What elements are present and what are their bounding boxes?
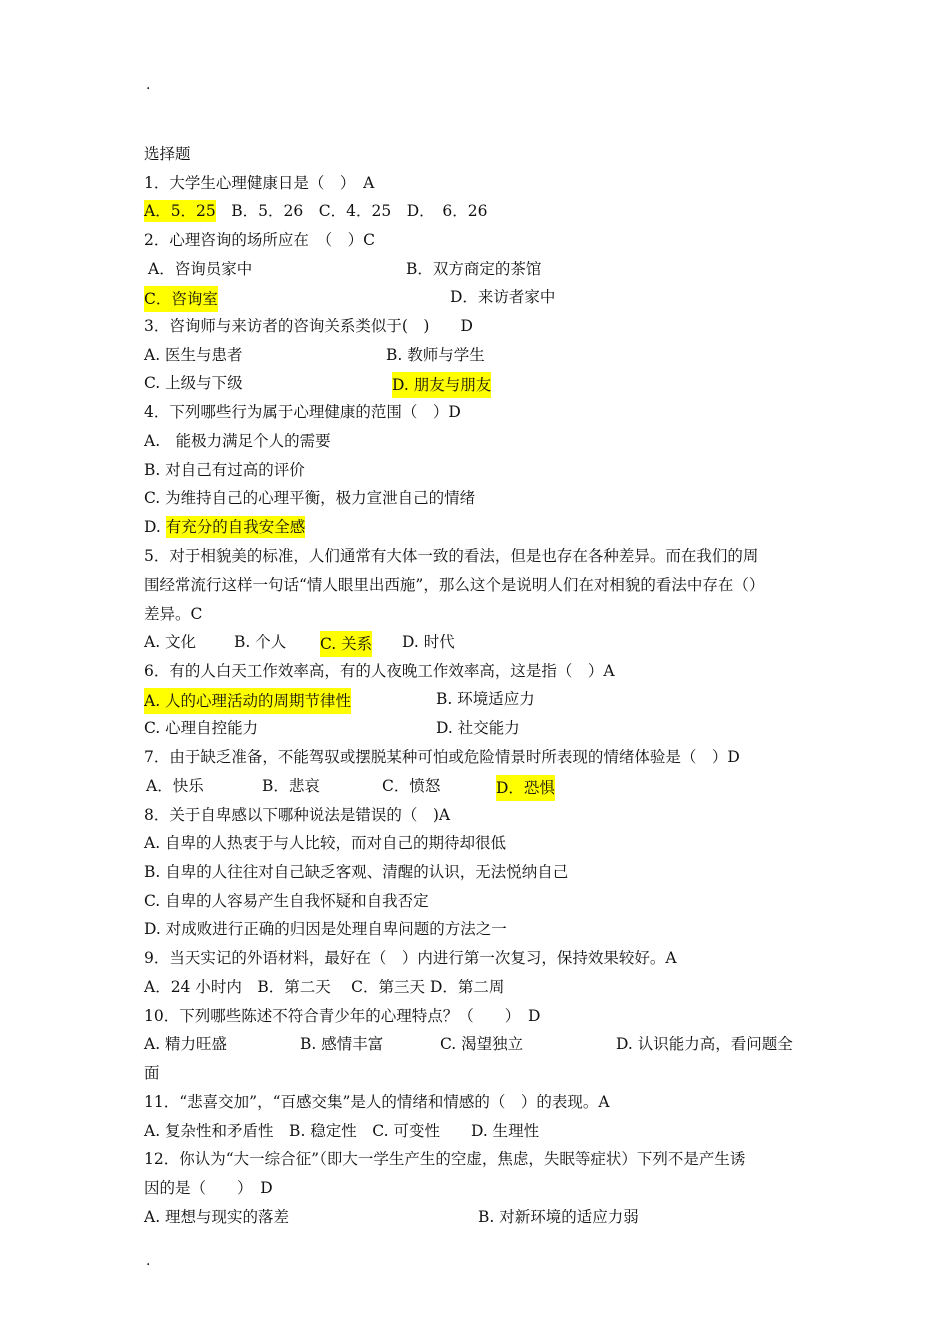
option-a: A. 医生与患者 [144,346,243,364]
question-6-stem: 6．有的人白天工作效率高，有的人夜晚工作效率高，这是指（ ）A [144,662,615,680]
option-c: C．愤怒 [382,777,441,795]
question-8-option-a: A. 自卑的人热衷于与人比较，而对自己的期待却很低 [144,834,507,852]
question-1-stem: 1．大学生心理健康日是（ ） A [144,174,375,192]
question-9-stem: 9．当天实记的外语材料，最好在（ ）内进行第一次复习，保持效果较好。A [144,949,677,967]
question-4-option-c: C. 为维持自己的心理平衡，极力宣泄自己的情绪 [144,489,476,507]
question-2-stem: 2．心理咨询的场所应在 （ ）C [144,231,375,249]
option-c: C. 渴望独立 [440,1035,524,1053]
question-9-options: A．24 小时内 B．第二天 C．第三天 D．第二周 [144,978,505,996]
question-11-options: A. 复杂性和矛盾性 B. 稳定性 C. 可变性 D. 生理性 [144,1122,540,1140]
option-b: B. 环境适应力 [436,690,535,708]
question-1-options [144,200,487,224]
question-4-option-a: A. 能极力满足个人的需要 [144,432,331,450]
option-d: D. 认识能力高，看问题全 [616,1035,793,1053]
option-b: B. 个人 [234,633,287,651]
question-10-options [144,1033,844,1057]
question-5-stem-line-1: 5．对于相貌美的标准，人们通常有大体一致的看法，但是也存在各种差异。而在我们的周 [144,547,759,565]
question-1-other-options: B．5．26 C．4．25 D． 6．26 [215,202,488,220]
question-11-stem: 11．“悲喜交加”，“百感交集”是人的情绪和情感的（ ）的表现。A [144,1093,610,1111]
option-d-prefix: D. [144,518,161,536]
option-b: B. 对新环境的适应力弱 [478,1208,639,1226]
option-c: C. 心理自控能力 [144,719,259,737]
option-c: C. 上级与下级 [144,374,243,392]
question-10-option-d-continued: 面 [144,1064,160,1082]
question-3-options-row-1 [144,344,844,368]
question-4-stem: 4．下列哪些行为属于心理健康的范围（ ）D [144,403,461,421]
question-12-stem-line-1: 12．你认为“大一综合征”（即大一学生产生的空虚，焦虑，失眠等症状）下列不是产生诱 [144,1150,746,1168]
option-b: B．悲哀 [262,777,320,795]
question-4-option-b: B. 对自己有过高的评价 [144,461,305,479]
section-title: 选择题 [144,145,191,163]
option-a-answer-highlight: A. 人的心理活动的周期节律性 [144,688,351,714]
option-d-answer-highlight: D．恐惧 [496,775,555,801]
question-8-option-c: C. 自卑的人容易产生自我怀疑和自我否定 [144,892,429,910]
option-c-answer-highlight: C. 关系 [320,631,372,657]
option-d: D．来访者家中 [450,288,556,306]
question-2-options-row-2 [144,286,844,310]
question-12-options [144,1206,844,1230]
question-6-options-row-2 [144,717,844,741]
question-2-options-row-1 [144,258,844,282]
option-a: A．快乐 [146,777,204,795]
question-8-stem: 8．关于自卑感以下哪种说法是错误的（ )A [144,806,451,824]
option-a: A. 理想与现实的落差 [144,1208,290,1226]
question-7-options [144,775,844,799]
option-b: B. 教师与学生 [386,346,485,364]
header-mark: . [146,77,151,93]
question-6-options-row-1 [144,688,844,712]
option-d-answer-highlight: D. 朋友与朋友 [392,372,491,398]
option-c-answer-highlight: C．咨询室 [144,286,218,312]
question-3-options-row-2 [144,372,844,396]
question-4-option-d [144,516,305,540]
question-3-stem: 3．咨询师与来访者的咨询关系类似于( ) D [144,317,473,335]
option-a: A. 精力旺盛 [144,1035,228,1053]
question-12-stem-line-2: 因的是（ ） D [144,1179,273,1197]
question-1-answer-highlight: A．5．25 [144,202,216,220]
question-7-stem: 7．由于缺乏准备，不能驾驭或摆脱某种可怕或危险情景时所表现的情绪体验是（ ）D [144,748,740,766]
footer-mark: . [146,1253,151,1269]
option-d: D. 社交能力 [436,719,520,737]
question-10-stem: 10．下列哪些陈述不符合青少年的心理特点？（ ） D [144,1007,541,1025]
question-5-stem-line-2: 围经常流行这样一句话“情人眼里出西施”，那么这个是说明人们在对相貌的看法中存在（） [144,576,765,594]
option-d-answer-highlight: 有充分的自我安全感 [165,518,306,536]
option-a: A．咨询员家中 [148,260,253,278]
question-5-options [144,631,844,655]
option-b: B．双方商定的茶馆 [406,260,542,278]
option-a: A. 文化 [144,633,197,651]
question-5-stem-line-3: 差异。C [144,605,203,623]
option-d: D. 时代 [402,633,455,651]
question-8-option-d: D. 对成败进行正确的归因是处理自卑问题的方法之一 [144,920,507,938]
option-b: B. 感情丰富 [300,1035,384,1053]
question-8-option-b: B. 自卑的人往往对自己缺乏客观、清醒的认识，无法悦纳自己 [144,863,569,881]
